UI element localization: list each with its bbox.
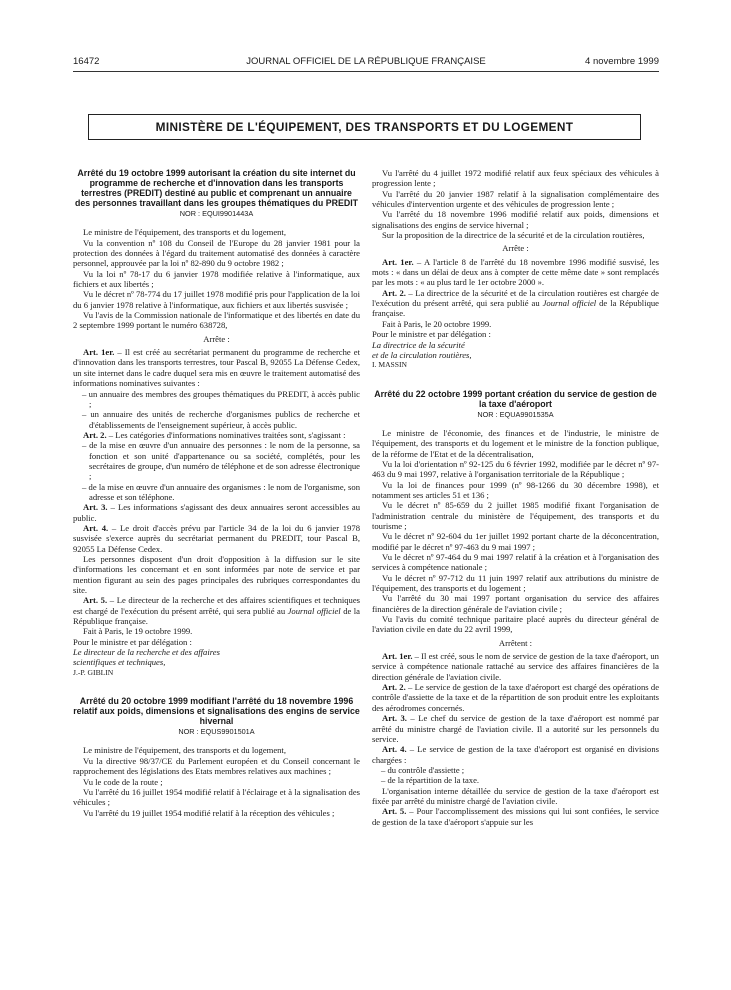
article <box>372 257 659 288</box>
article <box>372 713 659 744</box>
paragraph: Vu la convention nº 108 du Conseil de l'Europe du 28 janvier 1981 pour la protection des données à l'égard du traitement automatisé des données à caractère personnel, approuvée par la loi nº 82-890 du 9 octobre 1982 ; <box>73 237 360 269</box>
paragraph: Vu l'arrêté du 20 janvier 1987 relatif à la signalisation complémentaire des véhicules d'intervention urgente et des véhicules de progression lente ; <box>372 188 659 210</box>
article-label: Art. 5. <box>382 806 407 817</box>
article-label: Art. 3. <box>382 713 407 724</box>
article <box>372 682 659 713</box>
signatory-name: J.-P. GIBLIN <box>73 667 114 677</box>
paragraph: Le ministre de l'équipement, des transports et du logement, <box>83 745 286 756</box>
arrete-heading: Arrête : <box>502 243 529 254</box>
article-text: – Le service de gestion de la taxe d'aéroport est organisé en divisions chargées : <box>372 744 659 765</box>
paragraph: Vu le décret nº 85-659 du 2 juillet 1985 modifié fixant l'organisation de l'administration centrale du ministère de l'équipement, des transports et du tourisme ; <box>372 500 659 531</box>
article-text: – A l'article 8 de l'arrêté du 18 novembre 1996 modifié susvisé, les mots : « dans un délai de deux ans à compter de cette même date » sont remplacés par les mots : « au plus tard le 1er octobre 2000 ». <box>372 256 659 288</box>
signatory-title: Le directeur de la recherche et des affaires <box>73 647 220 658</box>
paragraph: Vu le code de la route ; <box>83 776 163 787</box>
article-label: Art. 1er. <box>382 651 413 662</box>
article-text: – Les informations s'agissant des deux annuaires seront accessibles au public. <box>73 502 360 523</box>
right-column <box>372 168 659 827</box>
paragraph: Vu la loi de finances pour 1999 (nº 98-1266 du 30 décembre 1998), et notamment ses articles 51 et 136 ; <box>372 479 659 500</box>
left-column <box>73 168 360 818</box>
article-label: Art. 3. <box>83 502 108 513</box>
paragraph: Les personnes disposent d'un droit d'opposition à la diffusion sur le site d'informations les concernant et en sont informées par note de service et par mention figurant au sein des pages principales des rubriques correspondantes du site. <box>73 554 360 596</box>
article <box>73 595 360 626</box>
done-at: Fait à Paris, le 20 octobre 1999. <box>382 318 492 329</box>
article-text: – Les catégories d'informations nominatives traitées sont, s'agissant : <box>106 429 346 440</box>
paragraph: Vu le décret nº 97-464 du 9 mai 1997 relatif à la création et à l'organisation des services à compétence nationale ; <box>372 552 659 573</box>
paragraph: Vu la loi d'orientation nº 92-125 du 6 février 1992, modifiée par le décret nº 97-463 du 9 mai 1997, relative à l'organisation territoriale de la République ; <box>372 458 659 480</box>
journal-title: JOURNAL OFFICIEL DE LA RÉPUBLIQUE FRANÇAISE <box>246 56 486 67</box>
list-item: – de la mise en œuvre d'un annuaire des personnes : le nom de la personne, sa fonction et son unité d'appartenance ou sa société, complétés, pour les secrétaires de groupe, d'un numéro de téléphone et de son adresse électronique ; <box>82 440 360 482</box>
nor-reference: NOR : EQUI9901443A <box>179 209 254 218</box>
article-label: Art. 1er. <box>382 256 414 267</box>
paragraph: Vu l'arrêté du 30 mai 1997 portant organisation du service des affaires financières de la direction générale de l'aviation civile ; <box>372 593 659 614</box>
running-header <box>73 56 659 70</box>
signature-line: Pour le ministre et par délégation : <box>73 636 192 647</box>
paragraph: Le ministre de l'économie, des finances et de l'industrie, le ministre de l'équipement, des transports et du logement et le ministre de la fonction publique, de la réforme de l'Etat et de la décentralisation, <box>372 427 659 459</box>
article-text: – Il est créé, sous le nom de service de gestion de la taxe d'aéroport, un service à compétence nationale rattaché au service des affaires financières de la direction générale de l'aviation civile. <box>372 651 659 682</box>
signatory-title: scientifiques et techniques, <box>73 657 166 668</box>
journal-reference: Journal officiel <box>542 298 597 309</box>
article-text: – La directrice de la sécurité et de la circulation routières est chargée de l'exécution du présent arrêté, qui sera publié au <box>372 287 659 309</box>
article-text: – Le directeur de la recherche et des affaires scientifiques et techniques est chargé de l'exécution du présent arrêté, qui sera publié au <box>73 595 361 616</box>
paragraph: Vu l'arrêté du 16 juillet 1954 modifié relatif à l'éclairage et à la signalisation des véhicules ; <box>73 786 360 808</box>
article-label: Art. 5. <box>83 595 108 606</box>
done-at: Fait à Paris, le 19 octobre 1999. <box>83 626 193 637</box>
arrete-title: Arrêté du 19 octobre 1999 autorisant la création du site internet du programme de recherche et d'innovation dans les transports terrestres (PREDIT) destiné au public et comprenant un annuaire des personnes travaillant dans les groupes thématiques du PREDIT <box>74 168 359 208</box>
list-item: – un annuaire des unités de recherche d'organismes publics de recherche et d'établissements de l'enseignement supérieur, à accès public. <box>82 409 360 430</box>
paragraph: Vu l'arrêté du 18 novembre 1996 modifié relatif aux poids, dimensions et signalisations des engins de service hivernal ; <box>372 209 659 230</box>
article-text: – Pour l'accomplissement des missions qui lui sont confiées, le service de gestion de la taxe d'aéroport s'appuie sur les <box>372 806 660 827</box>
article-text: de la République française. <box>372 298 659 319</box>
article <box>372 744 659 765</box>
signature-line: Pour le ministre et par délégation : <box>372 329 491 340</box>
nor-reference: NOR : EQUS9901501A <box>178 727 255 737</box>
article-text: – Il est créé au secrétariat permanent du programme de recherche et d'innovation dans les transports terrestres, tour Pascal B, 92055 La Défense Cedex, un site internet dans le cadre duquel sera mis en œuvre le traitement automatisé des informations nominatives suivantes : <box>73 347 360 389</box>
arrete-heading: Arrêtent : <box>498 637 533 648</box>
ministry-banner: MINISTÈRE DE L'ÉQUIPEMENT, DES TRANSPORTS ET DU LOGEMENT <box>88 114 641 140</box>
issue-date: 4 novembre 1999 <box>585 56 659 67</box>
article-text: – Le chef du service de gestion de la taxe d'aéroport est nommé par arrêté du ministre chargé de l'aviation civile. Il a autorité sur les personnels du service. <box>372 713 659 744</box>
article <box>73 347 360 388</box>
paragraph: Vu le décret nº 92-604 du 1er juillet 1992 portant charte de la déconcentration, modifié par le décret nº 97-463 du 9 mai 1997 ; <box>372 531 659 552</box>
paragraph: Vu l'arrêté du 19 juillet 1954 modifié relatif à la réception des véhicules ; <box>83 807 335 818</box>
paragraph: Vu la loi nº 78-17 du 6 janvier 1978 modifiée relative à l'informatique, aux fichiers et aux libertés ; <box>73 268 360 290</box>
signatory-title: et de la circulation routières, <box>372 349 472 360</box>
arrete-title: Arrêté du 22 octobre 1999 portant création du service de gestion de la taxe d'aéroport <box>374 388 657 409</box>
paragraph: Vu le décret nº 97-712 du 11 juin 1997 relatif aux attributions du ministre de l'équipement, des transports et du logement ; <box>372 572 659 594</box>
article <box>73 502 360 523</box>
article-text: de la République française. <box>73 605 360 627</box>
article <box>73 523 360 554</box>
article <box>372 288 659 319</box>
list-item: – de la mise en œuvre d'un annuaire des organismes : le nom de l'organisme, son adresse et son téléphone. <box>82 481 360 502</box>
article <box>372 806 659 827</box>
paragraph: Vu le décret nº 78-774 du 17 juillet 1978 modifié pris pour l'application de la loi du 6 janvier 1978 relative à l'informatique, aux fichiers et aux libertés susvisée ; <box>73 289 360 310</box>
list-item: – du contrôle d'assiette ; <box>381 764 465 775</box>
paragraph: Vu l'avis de la Commission nationale de l'informatique et des libertés en date du 2 septembre 1999 portant le numéro 638728, <box>73 310 360 331</box>
article-label: Art. 1er. <box>83 347 115 358</box>
article-label: Art. 2. <box>83 429 107 440</box>
paragraph: Sur la proposition de la directrice de la sécurité et de la circulation routières, <box>382 230 645 241</box>
list-item: – un annuaire des membres des groupes thématiques du PREDIT, à accès public ; <box>82 388 360 409</box>
article-label: Art. 2. <box>382 287 406 298</box>
paragraph: Vu l'avis du comité technique paritaire placé auprès du directeur général de l'aviation civile en date du 22 avril 1999, <box>372 614 659 635</box>
journal-reference: Journal officiel <box>287 605 341 616</box>
arrete-title: Arrêté du 20 octobre 1999 modifiant l'arrêté du 18 novembre 1996 relatif aux poids, dimensions et signalisations des engins de service hivernal <box>73 696 360 727</box>
article <box>73 430 360 440</box>
paragraph: Vu la directive 98/37/CE du Parlement européen et du Conseil concernant le rapprochement des législations des Etats membres relatives aux machines ; <box>73 755 360 777</box>
article-text: – Le service de gestion de la taxe d'aéroport est chargé des opérations de contrôle d'assiette de la taxe et de la répartition de son produit entre les exploitants des aérodromes concernés. <box>372 682 660 713</box>
signatory-name: I. MASSIN <box>372 360 408 370</box>
nor-reference: NOR : EQUA9901535A <box>477 409 554 419</box>
arrete-heading: Arrête : <box>203 333 230 344</box>
article-label: Art. 4. <box>83 522 109 533</box>
page-number: 16472 <box>73 56 100 67</box>
header-rule <box>73 71 659 72</box>
paragraph: L'organisation interne détaillée du service de gestion de la taxe d'aéroport est fixée par arrêté du ministre chargé de l'aviation civile. <box>372 785 659 806</box>
article-text: – Le droit d'accès prévu par l'article 34 de la loi du 6 janvier 1978 susvisée s'exerce auprès du secrétariat permanent du PREDIT, tour Pascal B, 92055 La Défense Cedex. <box>73 522 360 554</box>
article-label: Art. 2. <box>382 682 406 693</box>
paragraph: Vu l'arrêté du 4 juillet 1972 modifié relatif aux feux spéciaux des véhicules à progression lente ; <box>372 168 659 189</box>
list-item: – de la répartition de la taxe. <box>381 775 480 786</box>
article-label: Art. 4. <box>382 744 407 755</box>
article <box>372 651 659 682</box>
signatory-title: La directrice de la sécurité <box>372 339 465 350</box>
paragraph: Le ministre de l'équipement, des transports et du logement, <box>83 227 286 238</box>
